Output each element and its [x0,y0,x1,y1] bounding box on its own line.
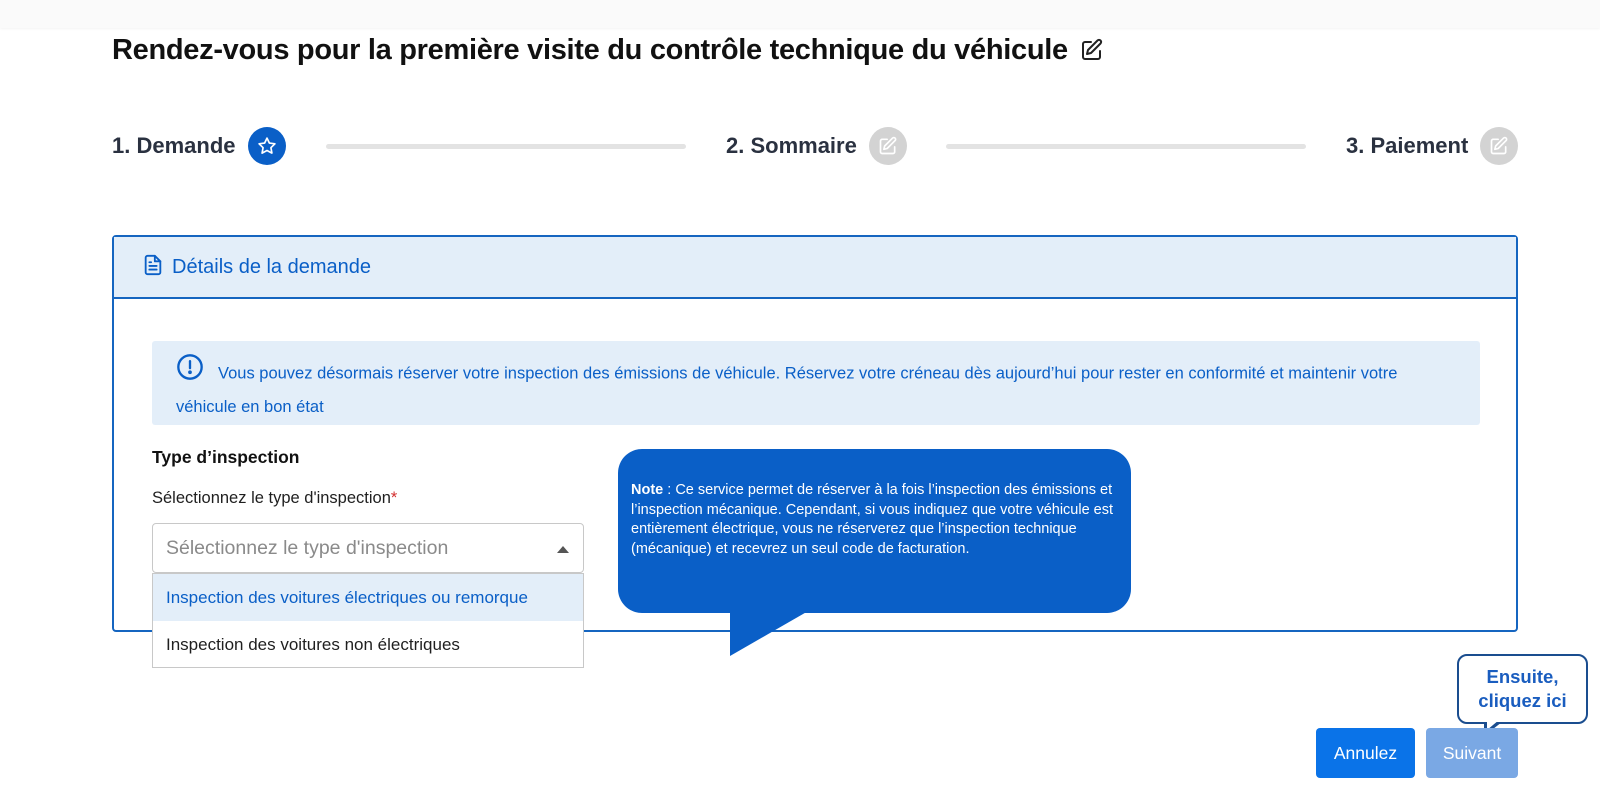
info-circle-icon [176,353,204,391]
star-icon [248,127,286,165]
info-text: Vous pouvez désormais réserver votre inspection des émissions de véhicule. Réservez votre créneau dès aujourd’hui pour rester en conformité et maintenir votre véhicule en bon état [176,364,1398,416]
edit-icon[interactable] [1080,38,1104,62]
required-marker: * [390,489,398,507]
document-icon [142,253,164,282]
option-non-electric[interactable]: Inspection des voitures non électriques [166,634,460,654]
field-label [152,489,397,508]
info-alert [152,341,1480,425]
section-title: Type d’inspection [152,447,300,467]
edit-icon [869,127,907,165]
card-header [114,237,1516,299]
inspection-type-select[interactable] [152,523,584,573]
option-electric-or-trailer[interactable]: Inspection des voitures électriques ou remorque [153,574,583,621]
step-connector [946,144,1306,149]
inspection-type-dropdown [152,573,584,668]
next-button[interactable]: Suivant [1426,728,1518,778]
hint-line-2: cliquez ici [1478,690,1567,711]
caret-up-icon [557,546,569,553]
step-connector [326,144,686,149]
step-paiement[interactable] [1346,126,1518,166]
step-demande[interactable] [112,126,286,166]
card-header-title: Détails de la demande [172,255,372,278]
cancel-button[interactable]: Annulez [1316,728,1415,778]
page-title-text: Rendez-vous pour la première visite du contrôle technique du véhicule [112,33,1068,66]
edit-icon [1480,127,1518,165]
stepper [112,126,1518,166]
select-placeholder: Sélectionnez le type d'inspection [166,536,449,559]
hint-callout [1457,654,1588,724]
note-callout [618,449,1131,613]
page-title [112,30,1104,70]
hint-line-1: Ensuite, [1486,666,1559,687]
field-label-text: Sélectionnez le type d'inspection [152,489,391,507]
note-prefix: Note [631,482,664,498]
note-callout-pointer [730,610,810,656]
note-text: : Ce service permet de réserver à la fois l’inspection des émissions et l’inspection mécanique. Cependant, si vous indiquez que votre véhicule est entièrement électrique, vous ne réserverez que l’inspection technique (mécanique) et recevrez un seul code de facturation. [631,482,1114,557]
step-label: 1. Demande [112,133,236,158]
step-label: 2. Sommaire [726,133,857,158]
top-bar [0,0,1600,28]
step-label: 3. Paiement [1346,133,1469,158]
step-sommaire[interactable] [726,126,907,166]
